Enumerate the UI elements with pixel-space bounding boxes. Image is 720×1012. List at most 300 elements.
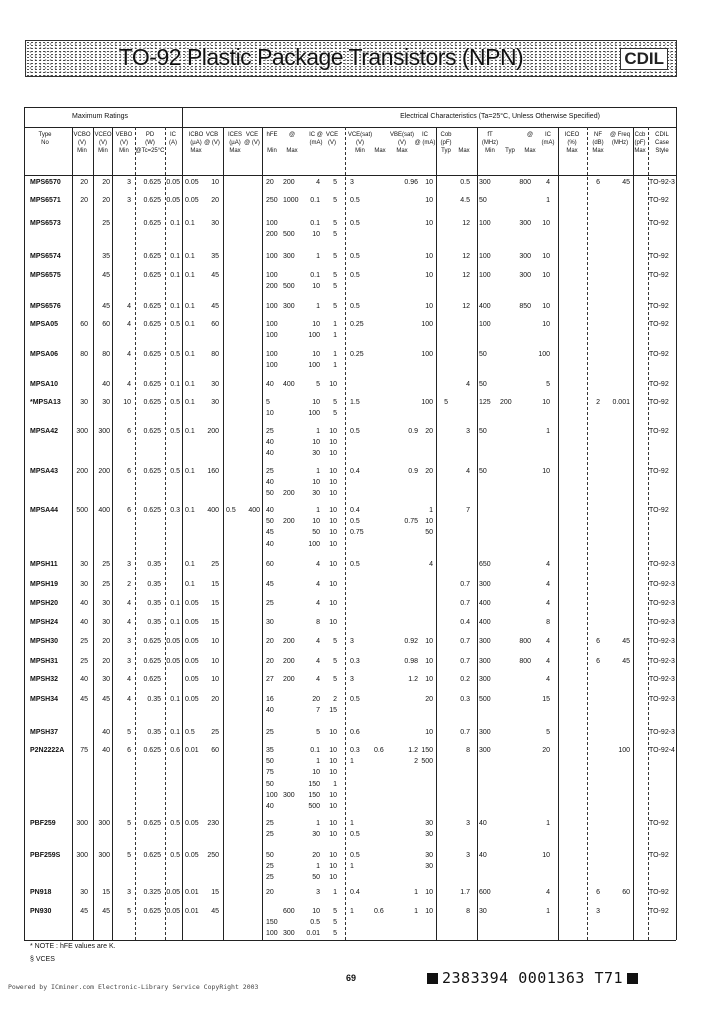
table-cell: 100 [266,332,278,340]
device-type: MPSH19 [30,581,59,588]
device-type: P2N2222A [30,747,65,754]
table-cell: 20 [102,658,110,665]
table-cell: 25 [266,468,274,475]
table-cell: 15 [211,600,219,607]
table-cell: 3 [350,638,354,645]
table-cell: 100 [266,791,278,799]
table-cell: 0.1 [170,381,180,388]
table-cell: 10 [211,638,219,645]
table-cell: 0.05 [185,658,199,665]
table-cell: 0.325 [143,889,161,896]
table-cell: 300 [76,428,88,435]
table-cell: 40 [266,439,274,447]
footnote: * NOTE : hFE values are K. [30,943,116,950]
table-cell: 16 [266,696,274,703]
table-cell: 0.1 [170,729,180,736]
table-cell: 50 [479,381,487,388]
table-cell: 0.1 [185,507,195,514]
table-cell: 50 [479,351,487,358]
table-cell: TO-92 [649,428,669,435]
table-cell: 0.1 [185,272,195,279]
table-cell: 20 [102,638,110,645]
table-cell: 5 [316,729,320,736]
table-cell: 3 [466,820,470,827]
table-cell: TO-92 [649,507,669,514]
table-cell: 10 [329,507,337,514]
table-cell: 0.5 [185,729,195,736]
table-cell: 0.05 [185,820,199,827]
table-cell: 1.2 [408,676,418,683]
table-cell: 40 [80,619,88,626]
table-cell: 0.5 [460,179,470,186]
table-cell: 0.96 [404,179,418,186]
table-cell: 0.625 [143,381,161,388]
table-cell: 0.7 [460,658,470,665]
table-cell: 4 [316,600,320,607]
table-cell: 20 [266,889,274,896]
table-cell: 3 [127,638,131,645]
table-cell: 500 [283,283,295,291]
table-cell: 1 [350,758,354,766]
column-header: VCB @ (V) [204,132,220,146]
table-cell: 5 [333,676,337,683]
table-cell: 0.1 [185,321,195,328]
table-cell: 1 [333,321,337,328]
table-cell: 45 [80,696,88,703]
table-cell: 50 [266,780,274,788]
table-cell: 100 [266,220,278,227]
table-cell: 0.35 [147,581,161,588]
table-cell: 0.4 [350,468,360,475]
column-header: hFE Min [266,132,278,154]
device-type: MPSH11 [30,561,58,568]
column-header: ICBO (µA) Max [188,132,204,154]
table-cell: 5 [546,381,550,388]
table-cell: 650 [479,561,491,568]
cdil-logo: CDIL [620,48,668,70]
column-divider [436,127,437,940]
table-cell: 7 [466,507,470,514]
table-cell: 0.05 [166,889,180,896]
table-cell: 0.5 [350,518,360,526]
table-cell: 12 [462,220,470,227]
table-cell: 20 [542,747,550,754]
title-banner [25,40,677,77]
table-cell: 0.625 [143,220,161,227]
table-cell: 5 [266,399,270,406]
table-cell: 200 [283,518,295,526]
table-cell: 150 [266,919,278,927]
table-cell: 10 [329,529,337,537]
table-cell: 200 [283,179,295,186]
table-cell: 10 [329,540,337,548]
table-cell: 4 [316,658,320,665]
table-cell: 4 [546,676,550,683]
table-cell: 300 [519,220,531,227]
table-cell: 10 [542,272,550,279]
table-cell: 1 [546,428,550,435]
table-cell: 15 [542,696,550,703]
table-cell: 45 [622,638,630,645]
table-cell: 1 [316,820,320,827]
table-cell: 1.5 [350,399,360,406]
table-cell: 0.625 [143,638,161,645]
table-cell: 25 [266,831,274,839]
table-cell: 0.625 [143,303,161,310]
table-cell: 3 [127,561,131,568]
column-divider [112,127,113,940]
table-cell: 0.1 [170,619,180,626]
table-cell: 4 [316,179,320,186]
table-cell: 200 [266,231,278,239]
table-cell: 0.05 [166,638,180,645]
table-cell: 20 [266,638,274,645]
barcode-block-left [427,973,438,984]
table-cell: 100 [479,253,491,260]
table-cell: 25 [102,220,110,227]
table-cell: 5 [333,919,337,927]
table-cell: 10 [329,490,337,498]
table-cell: TO-92 [649,889,669,896]
device-type: MPSH24 [30,619,59,626]
table-cell: 20 [312,852,320,859]
table-cell: 5 [333,908,337,915]
table-cell: 3 [466,852,470,859]
table-cell: 250 [207,852,219,859]
table-cell: 10 [329,769,337,777]
table-cell: 10 [312,479,320,487]
table-cell: 30 [312,450,320,458]
table-cell: 30 [312,490,320,498]
table-cell: 0.5 [310,919,320,927]
table-cell: 0.7 [460,581,470,588]
table-cell: 0.1 [185,253,195,260]
table-cell: 5 [333,399,337,406]
device-type: MPSA42 [30,428,59,435]
table-cell: 10 [329,561,337,568]
table-cell: 0.5 [226,507,236,514]
table-cell: 30 [102,600,110,607]
table-cell: 25 [102,581,110,588]
table-cell: 5 [333,930,337,938]
table-cell: 0.625 [143,253,161,260]
device-type: MPS6574 [30,253,61,260]
table-cell: TO-92 [649,820,669,827]
column-header: fT (MHz) Min [481,132,499,154]
table-cell: 45 [102,272,110,279]
column-divider [24,107,25,940]
table-cell: 3 [596,908,600,915]
column-header: ICEO (%) Max [564,132,580,154]
table-cell: 4 [466,381,470,388]
table-cell: 50 [425,529,433,537]
device-type: MPSA43 [30,468,59,475]
table-cell: 0.1 [170,696,180,703]
table-cell: 0.625 [143,908,161,915]
table-cell: TO-92 [649,303,669,310]
table-cell: 35 [102,253,110,260]
table-cell: 1.7 [460,889,470,896]
table-cell: 10 [425,518,433,526]
table-cell: 5 [333,638,337,645]
table-cell: 0.625 [143,658,161,665]
table-cell: 0.35 [147,600,161,607]
column-header: IC @ (mA) [309,132,323,146]
column-header: VCE(sat) (V) Min [347,132,373,154]
table-cell: 4 [546,179,550,186]
device-type: MPSH37 [30,729,59,736]
table-cell: 0.625 [143,852,161,859]
table-cell: 0.75 [350,529,364,537]
table-cell: 75 [80,747,88,754]
table-cell: 6 [596,638,600,645]
table-cell: 0.1 [310,747,320,754]
table-cell: 300 [479,581,491,588]
table-cell: 400 [479,619,491,626]
column-header: VEBO (V) Min [115,132,133,154]
table-cell: 1 [429,507,433,514]
column-divider [165,127,167,940]
column-header: Typ [505,148,515,154]
table-cell: 5 [333,283,337,291]
table-cell: 40 [479,852,487,859]
column-header: Max [374,148,386,154]
table-cell: 0.1 [185,303,195,310]
table-cell: 4 [127,321,131,328]
table-cell: 1 [333,351,337,358]
table-cell: 0.5 [350,428,360,435]
device-type: MPSH31 [30,658,59,665]
column-header: @ Max [286,132,298,154]
table-cell: 0.1 [170,272,180,279]
table-cell: 5 [333,272,337,279]
table-cell: 0.9 [408,468,418,475]
table-cell: 1 [316,758,320,766]
table-cell: 5 [333,231,337,239]
table-cell: 30 [211,399,219,406]
table-cell: 30 [80,889,88,896]
column-divider [262,127,263,940]
column-header: IC (mA) [541,132,555,146]
table-cell: 0.98 [404,658,418,665]
table-cell: TO-92-3 [649,561,675,568]
table-cell: 400 [248,507,260,514]
table-cell: 60 [266,561,274,568]
table-cell: 0.5 [350,197,360,204]
table-cell: TO-92-3 [649,179,675,186]
table-cell: 0.1 [310,197,320,204]
table-cell: 10 [266,410,274,418]
table-cell: 40 [102,729,110,736]
table-cell: 0.01 [185,908,199,915]
table-cell: 0.625 [143,351,161,358]
table-cell: TO-92-3 [649,581,675,588]
table-cell: 45 [211,272,219,279]
barcode [423,969,642,987]
table-cell: 30 [211,220,219,227]
footnote-vces: § VCES [30,956,55,963]
table-cell: 80 [80,351,88,358]
table-cell: 4 [127,696,131,703]
table-cell: 0.625 [143,399,161,406]
table-cell: 10 [329,479,337,487]
table-cell: 0.5 [350,852,360,859]
table-cell: 10 [329,874,337,882]
table-cell: 0.05 [185,638,199,645]
table-cell: 60 [622,889,630,896]
table-cell: 6 [127,747,131,754]
table-cell: 100 [266,303,278,310]
column-header: CDIL Case Style [654,132,670,154]
table-cell: 200 [98,468,110,475]
column-divider [345,127,347,940]
table-cell: 20 [425,696,433,703]
table-cell: 4 [429,561,433,568]
table-cell: 100 [421,321,433,328]
table-cell: 250 [266,197,278,204]
device-type: MPSH34 [30,696,59,703]
table-cell: 0.01 [185,747,199,754]
table-cell: 1 [316,253,320,260]
table-cell: 100 [266,362,278,370]
table-cell: TO-92 [649,399,669,406]
table-cell: 35 [211,253,219,260]
table-cell: 10 [312,439,320,447]
table-cell: 100 [421,351,433,358]
table-cell: 0.25 [350,351,364,358]
table-cell: 150 [421,747,433,754]
table-cell: 0.625 [143,179,161,186]
table-cell: 0.5 [350,220,360,227]
table-cell: 50 [266,490,274,498]
table-cell: 0.5 [170,820,180,827]
table-cell: 0.3 [170,507,180,514]
table-cell: TO-92 [649,272,669,279]
column-divider [72,127,73,940]
table-cell: 0.2 [460,676,470,683]
device-type: MPSH30 [30,638,59,645]
table-cell: 0.05 [185,600,199,607]
device-type: MPSA05 [30,321,59,328]
column-divider [135,127,137,940]
table-cell: 45 [622,658,630,665]
table-cell: 0.1 [170,600,180,607]
table-cell: 100 [479,220,491,227]
table-cell: 15 [211,581,219,588]
table-cell: 75 [266,769,274,777]
table-cell: 50 [266,852,274,859]
table-cell: 0.3 [350,658,360,665]
table-cell: 50 [479,428,487,435]
table-cell: 25 [80,658,88,665]
table-cell: 15 [329,707,337,715]
table-cell: 20 [266,179,274,186]
table-cell: TO-92 [649,351,669,358]
table-cell: 40 [102,747,110,754]
table-cell: 40 [266,450,274,458]
table-cell: 400 [207,507,219,514]
column-header: VCBO (V) Min [73,132,91,154]
table-cell: 20 [211,197,219,204]
table-cell: 45 [102,696,110,703]
table-cell: 12 [462,253,470,260]
table-cell: 300 [479,638,491,645]
table-cell: 4 [127,351,131,358]
table-cell: 10 [312,769,320,777]
table-cell: 45 [80,908,88,915]
table-cell: 2 [596,399,600,406]
table-cell: 4 [546,658,550,665]
table-cell: 45 [622,179,630,186]
table-cell: TO-92 [649,468,669,475]
table-cell: 0.1 [185,381,195,388]
table-cell: 8 [466,747,470,754]
table-cell: TO-92-3 [649,619,675,626]
column-divider [558,127,559,940]
table-cell: TO-92-3 [649,696,675,703]
device-type: MPS6571 [30,197,61,204]
table-cell: 10 [329,428,337,435]
table-cell: 0.05 [185,852,199,859]
table-cell: 125 [479,399,491,406]
table-cell: 100 [266,253,278,260]
table-cell: 30 [266,619,274,626]
table-cell: 10 [425,729,433,736]
table-cell: 10 [542,468,550,475]
table-cell: 10 [425,179,433,186]
table-cell: 0.5 [350,253,360,260]
column-header: VCE @ (V) [244,132,260,146]
column-divider [648,127,650,940]
table-cell: 10 [425,638,433,645]
table-cell: 0.4 [350,507,360,514]
table-cell: 6 [596,889,600,896]
table-cell: 0.5 [350,272,360,279]
table-cell: TO-92-3 [649,638,675,645]
table-cell: 300 [479,676,491,683]
column-divider [587,127,589,940]
table-cell: 40 [80,600,88,607]
table-cell: 10 [425,220,433,227]
group-header-max-ratings: Maximum Ratings [71,113,129,120]
table-cell: 45 [211,303,219,310]
column-header: VCE (V) [325,132,339,146]
table-cell: TO-92-3 [649,729,675,736]
table-cell: 300 [479,747,491,754]
column-header: @ Max [524,132,536,154]
table-cell: 1 [316,507,320,514]
column-header: IC (A) [169,132,177,146]
table-cell: 35 [266,747,274,754]
table-cell: 10 [542,253,550,260]
table-cell: 1 [316,468,320,475]
table-cell: 0.5 [350,696,360,703]
table-cell: 10 [329,863,337,871]
table-cell: 1 [350,908,354,915]
table-cell: 10 [329,820,337,827]
table-cell: 10 [329,468,337,475]
table-cell: TO-92-4 [649,747,675,754]
table-cell: 300 [479,179,491,186]
page-title: TO-92 Plastic Package Transistors (NPN) [118,44,524,70]
table-cell: 200 [283,638,295,645]
table-cell: 5 [127,729,131,736]
table-cell: 0.92 [404,638,418,645]
table-cell: 0.3 [460,696,470,703]
table-cell: 100 [479,321,491,328]
table-cell: 0.35 [147,729,161,736]
table-cell: 25 [266,428,274,435]
